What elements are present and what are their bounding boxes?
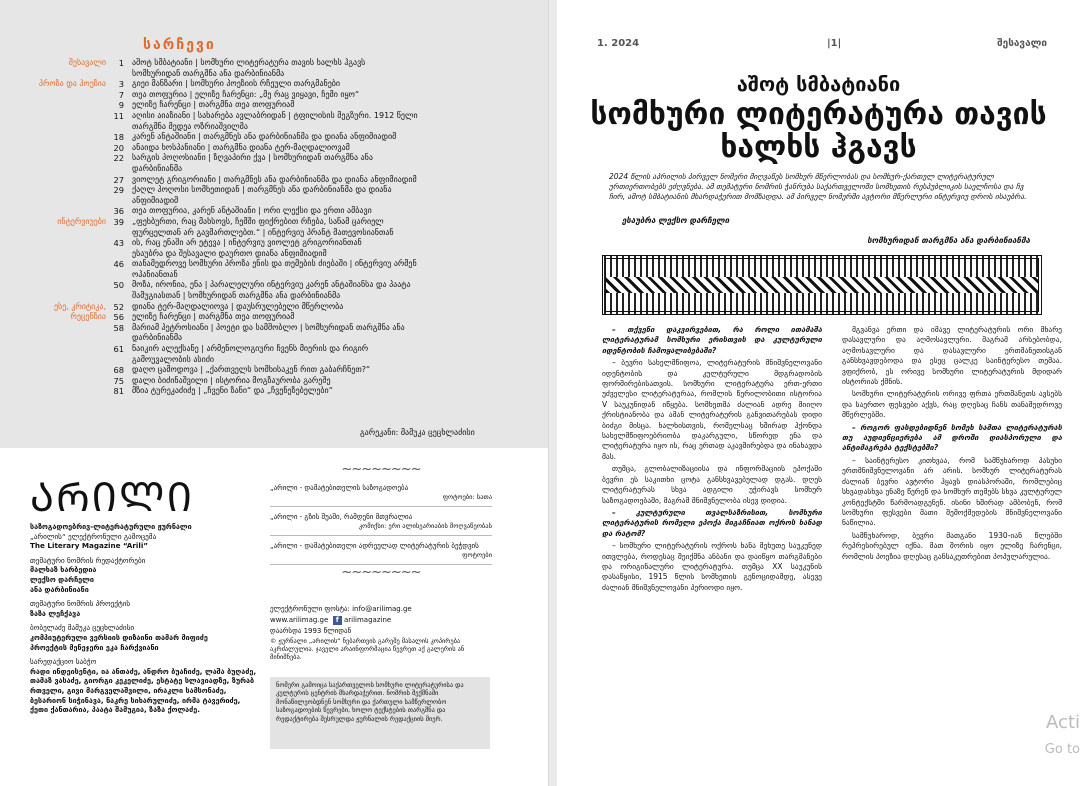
toc-row[interactable] [30, 280, 530, 291]
toc-sec [30, 333, 112, 344]
interviewer: ესაუბრა ლექსო დარჩელი [622, 216, 730, 225]
toc-pg: 9 [118, 100, 124, 111]
toc-txt: ფურცელთან არ გავმართლებთ.“ | ინტერვიუ პრანტ მათევოსიანთან [132, 227, 394, 237]
toc-txt: ქაღლ პოღოსი სომხეთიდან | თარგმნეს ანა დარბინიანმა და დიანა [132, 185, 392, 195]
toc-pg [112, 249, 132, 260]
article-headline: სომხური ლიტერატურა თავის ხალხს ჰგავს [590, 97, 1047, 165]
page-number: |1| [827, 38, 842, 49]
interview-answer: სომხური ლიტერატურის ორივე ფრთა ერთმანეთს ავსებს და საერთო ფესვები აქვს, რაც დღესაც ჩანს თანამედროვე მწერლებში. [842, 389, 1062, 420]
toc-txt: „ფეხბურთი, რაც მახსოვს, ჩემში ფიქრებით რჩება, სანამ ცარიელ [132, 216, 384, 226]
toc-txt: დარბინიანმა [132, 333, 183, 343]
activation-watermark: Acti [1046, 712, 1080, 733]
supplement-note: ფოტოები: სათა [442, 493, 492, 501]
group-label: თემატური ნომრის რედაქტორები [30, 555, 146, 565]
toc-txt: ესაუბრა და შესავალი დაურთო დიანა ანფიმიადიმ [132, 248, 327, 258]
toc-txt: დარბინიანმა [132, 163, 183, 173]
toc-sec [30, 365, 112, 376]
toc-sec: რეცენზია [70, 312, 106, 322]
toc-txt: შამუგიასთან | სომხურიდან თარგმნა ანა დარბინიანმა [132, 291, 341, 301]
group-label: სარედაქციო საბჭო [30, 657, 97, 667]
supplement-title: „არილი - დამატებითელი ადრეულად ლიტერატურის ბეჭდვის [270, 542, 479, 550]
interview-answer: მგვანვა ერთი და იმავე ლიტერატურის ორი მხარე დასავლური და აღმოსავლური. მაგრამ არსებობდა, აღმოსავლური და დასავლური ერთმანეთისგან განსხვავდებოდა და ესეც ცალკე საინტერესო თემაა. ვფიქრობ, ეს ორივე სომხური ლიტერატურის მდიდარ ისტორიას ქმნის. [842, 325, 1062, 387]
toc-txt: ელიზე ჩარენცი | თარგმნა თეა თოფურიამ [132, 100, 295, 110]
toc-pg: 52 [113, 301, 124, 312]
toc-row[interactable] [30, 164, 530, 175]
toc-sec: შესავალი [68, 58, 106, 67]
toc-txt: თეა თოფურია, კარენ ანტაშიანი | ორი ლექსი და ერთი ამბავი [132, 206, 372, 216]
toc-sec [30, 291, 112, 302]
toc-txt: ვიოლეტ გრიგორიანი | თარგმნეს ანა დარბინიანმა და დიანა ანფიმიადიმ [132, 174, 417, 184]
interview-answer: თუმცა, გლობალიზაციისა და ინფორმაციის ეპოქაში ბევრი ეს საკითხი ცოტა განსხვავებულად დგას. დღეს ლიტერატურას სხვა ადგილი უჭირავს სომხურ საზოგადოებაში, მაგრამ მნიშვნელობა ისევ დიდია. [602, 464, 822, 505]
interview-answer: – ბევრი სახელმწიფოა, ლიტერატურის მნიშვნელოვანი იდენტობის და კულტურული მდგრადობის ფორმირებისათვის. სომხური ლიტერატურა ერთ-ერთი უძველესი ლიტერატურაა, რომლის წერილობითი ისტორია V საუკუნიდან იწყება. სომხეთმა ძალიან ადრე მიიღო ქრისტიანობა და ამან ლიტერატურის განვითარებას დიდი ბიძგი მისცა. ხალხისთვის, რომელსაც ხშირად ჰქონდა სახელმწიფოებრიობა დაკარგული, სწორედ ენა და ლიტერატურა იყო ის, რაც ერთად აკავშირებდა და ინახავდა მას. [602, 358, 822, 461]
toc-pg: 20 [113, 142, 124, 153]
toc-sec: ესე, კრიტიკა, [53, 301, 106, 311]
toc-sec [30, 376, 112, 387]
founded: დაარსდა 1993 წლიდან [270, 627, 352, 635]
interview-question: – კულტურული თვალსაზრისით, სომხური ლიტერატურის რომელი ეპოქა მიგაჩნიათ ოქროს ხანად და რატომ? [602, 507, 822, 538]
masthead-group [30, 657, 260, 715]
toc-row[interactable] [30, 270, 530, 281]
toc-row[interactable] [30, 344, 530, 355]
ornament-banner [602, 255, 1042, 315]
supplement-title: „არილი - დამატებითელის საზოგადოება [270, 484, 409, 492]
toc-row[interactable] [30, 302, 530, 313]
arili-logo: ᲐᲠᲘᲚᲘ [30, 475, 195, 521]
toc-sec [30, 228, 112, 239]
article-column-1 [602, 325, 822, 595]
toc-pg [112, 69, 132, 80]
wave-ornament: ~~~~~~~~ [341, 462, 421, 477]
supplements [270, 462, 492, 581]
toc-pg: 75 [113, 375, 124, 386]
toc-txt: მზია ტურეკაძიძე | „ჩვენი ზანი“ და „ჩვენეზებელები“ [132, 386, 333, 396]
toc-txt: ანაიდა ხოსპანიანი | თარგმნა დიანა ტერ-მაღდალიოვამ [132, 142, 350, 152]
toc-sec [30, 386, 112, 397]
toc-txt: თანამედროვე სომხური პროზა ენის და თემების ძიებაში | ინტერვიუ არმენ [132, 259, 417, 269]
toc-list [30, 58, 530, 397]
toc-row[interactable] [30, 386, 530, 397]
section-name: შესავალი [997, 38, 1047, 49]
toc-sec [30, 153, 112, 164]
toc-sec: პროზა და პოეზია [38, 79, 106, 89]
toc-pg [112, 196, 132, 207]
masthead-group [30, 556, 260, 594]
toc-row[interactable] [30, 238, 530, 249]
toc-row[interactable] [30, 228, 530, 239]
toc-row[interactable] [30, 355, 530, 366]
interview-question: – თქვენი დაკვირვებით, რა როლი ითამაშა ლიტერატურამ სომხური ერისთვის და კულტურული იდენტობის ჩამოყალიბებაში? [602, 325, 822, 355]
toc-row[interactable] [30, 196, 530, 207]
toc-txt: ნაიკირ ალექსანე | არმენოლოგიური ჩვენს მიერის და რიგირ [132, 344, 369, 354]
toc-sec [30, 111, 112, 122]
toc-pg: 7 [118, 89, 124, 100]
toc-pg [112, 122, 132, 133]
masthead-groups [30, 556, 260, 715]
supplement-title: „არილი - გზის შუაში, რამდენი მთვრალია [270, 513, 413, 521]
right-page [557, 0, 1080, 786]
article-author: აშოტ სმბატიანი [736, 72, 901, 96]
toc-pg [112, 355, 132, 366]
toc-pg: 61 [113, 344, 124, 355]
toc-sec [30, 164, 112, 175]
toc-row[interactable] [30, 365, 530, 376]
masthead-english: The Literary Magazine “Arili” [30, 541, 149, 551]
toc-sec [30, 238, 112, 249]
group-names: მალხაზ ხარბედია ლექსო დარჩელი ანა დარბინიანი [30, 565, 97, 594]
toc-pg: 46 [113, 259, 124, 270]
cover-credit: გარეკანი: მამუკა ცეცხლაძისი [360, 428, 475, 437]
toc-txt: დაღო ცამოდოვა | „ქართველს სომხისაკენ რით გაბარჩნეთ?“ [132, 365, 371, 375]
toc-row[interactable] [30, 206, 530, 217]
toc-pg [112, 228, 132, 239]
toc-pg: 18 [113, 132, 124, 143]
facebook-handle[interactable]: arilimagazine [343, 616, 392, 624]
toc-sec [30, 323, 112, 334]
toc-pg: 3 [118, 79, 124, 90]
toc-sec [30, 259, 112, 270]
toc-txt: თეა თოფურია | ელიზე ჩარენცი: „მე რაც ვიყავი, ჩემი იყო“ [132, 89, 360, 99]
email-line[interactable]: ელექტრონული ფოსტა: info@arilimag.ge [270, 605, 412, 613]
contact-info [270, 604, 492, 661]
article-column-2 [842, 325, 1062, 595]
translator: სომხურიდან თარგმნა ანა დარბინიანმა [867, 236, 1030, 245]
supplement-item [270, 507, 492, 536]
toc-row[interactable] [30, 259, 530, 270]
group-names: ზაზა ლეჩქავა [30, 608, 81, 618]
group-label: თემატური ნომრის პროექტის [30, 599, 131, 609]
toc-row[interactable] [30, 291, 530, 302]
toc-row[interactable] [30, 376, 530, 387]
toc-pg: 29 [113, 185, 124, 196]
table-of-contents [0, 0, 549, 448]
toc-txt: სარგის პოღოსიანი | ზღვაპირი ქვა | სომხურიდან თარგმნა ანა [132, 153, 373, 163]
masthead-subtitle: საზოგადოებრივ-ლიტერატურული ჟურნალი [30, 522, 192, 531]
supplement-item [270, 478, 492, 507]
toc-sec [30, 196, 112, 207]
toc-sec [30, 143, 112, 154]
toc-row[interactable] [30, 100, 530, 111]
toc-txt: ის, რაც ენაში არ ეტევა | ინტერვიუ ვიოლეტ გრიგორიანთან [132, 238, 362, 248]
toc-txt: დიანა ტერ-მაღდალიოვა | დაუსრულებელი მწერლობა [132, 301, 344, 311]
issue-date: 1. 2024 [597, 38, 640, 49]
toc-pg: 56 [113, 312, 124, 323]
toc-txt: გიეი მანზარი | სომხური პოეზიის რჩეული თარგმანები [132, 79, 341, 89]
toc-txt: კარენ ანტაშიანი | თარგმნეს ანა დარბინიანმა და დიანა ანფიმიადიმ [132, 132, 397, 142]
toc-sec [30, 344, 112, 355]
wave-ornament: ~~~~~~~~ [341, 565, 421, 580]
toc-row[interactable] [30, 333, 530, 344]
toc-pg: 68 [113, 365, 124, 376]
masthead-group [30, 623, 260, 652]
toc-row[interactable] [30, 323, 530, 334]
toc-pg: 81 [113, 386, 124, 397]
interview-answer: – სომხური ლიტერატურის ოქროს ხანა მეხუთე საუკუნედ ითვლება, როდესაც შეიქმნა ანბანი და დაიწყო თარგმანები და ორიგინალური ლიტერატურა. თუმცა XX საუკუნის დასაწყისი, 1915 წლის სომხეთის გენოციდამდე, ასევე ძალიან მნიშვნელოვანი პერიოდი იყო. [602, 541, 822, 592]
toc-txt: დალი ბიძინაშვილი | ისტორია მოგზაურობა გარეშე [132, 375, 331, 385]
group-names: რადი ინდეისენტი, ია ანთაძე, ანდრო ბუაჩიძე, ლაშა ბუღაძე, თამაზ ვასაძე, გიორგი კეკელიძე, ესტატე სლავიადზე, ზურაბ რთველი, გივი მარგველაშვილი, ირაკლი სამსონაძე, ბესარიონ სიჭინავა, ნაკრე სიხარულიძე, ირმა ტავერიძე, ქეთი ქანთარია, პაატა შამუგია, ზაზა ქოლაძე. [30, 666, 257, 715]
toc-txt: გამოუვალობის ასიძი [132, 354, 215, 364]
toc-pg [112, 164, 132, 175]
toc-pg: 50 [113, 280, 124, 291]
toc-row[interactable] [30, 185, 530, 196]
toc-row[interactable] [30, 122, 530, 133]
toc-pg: 39 [113, 216, 124, 227]
toc-txt: მარიამ პეტროსიანი | პოეტი და სამშობლო | სომხურიდან თარგმნა ანა [132, 322, 405, 332]
toc-title: სარჩევი [143, 37, 216, 53]
supplement-note: ფოტოები [462, 551, 492, 559]
website-link[interactable]: www.arilimag.ge [270, 616, 329, 624]
toc-pg [112, 291, 132, 302]
facebook-icon[interactable]: f [333, 616, 342, 625]
toc-txt: აშოტ სმბატიანი | სომხური ლიტერატურა თავის ხალხს ჰგავს [132, 58, 366, 67]
toc-sec [30, 206, 112, 217]
toc-pg: 43 [113, 238, 124, 249]
toc-sec [30, 132, 112, 143]
masthead [30, 522, 260, 715]
interview-answer: – საინტერესო კითხვაა, რომ სამწუხაროდ პასუხი ერთმნიშვნელოვანი არ არის. სომხურ ლიტერატურას ძალიან ბევრი ავტორი ჰყავს დიასპორაში, რომლებიც სხვადასხვა ენაზე წერენ და სომხურ თემებს სხვა კულტურულ კონტექსტში წარმოადგენენ. ისინი ხშირად ამბობენ, რომ სომხური ფესვები მათი შემოქმედების მნიშვნელოვანი ნაწილია. [842, 455, 1062, 528]
interview-answer: სამწუხაროდ, ბევრი მათგანი 1930-იან წლებში რეპრესირებულ იქნა. მათ შორის იყო ელიზე ჩარენცი, რომლის პოეზია დღესაც განსაკუთრებით პოპულარულია. [842, 530, 1062, 561]
page-gutter [549, 0, 557, 786]
toc-sec [30, 185, 112, 196]
toc-pg: 11 [113, 110, 124, 121]
toc-row[interactable] [30, 217, 530, 228]
toc-row[interactable] [30, 69, 530, 80]
toc-txt: თარგმნა მედეა ოზრიაშვილმა [132, 121, 248, 131]
toc-row[interactable] [30, 312, 530, 323]
toc-pg: 36 [113, 206, 124, 217]
toc-pg [112, 270, 132, 281]
toc-pg: 1 [118, 58, 124, 68]
toc-txt: სომხურიდან თარგმნა ანა დარბინიანმა [132, 68, 285, 78]
toc-row[interactable] [30, 79, 530, 90]
toc-sec [30, 122, 112, 133]
supplement-note: კომიქსი: ერი ალისეარიაბის მოღვაწეობას [358, 522, 492, 530]
toc-pg: 22 [113, 153, 124, 164]
supplement-item [270, 536, 492, 565]
toc-row[interactable] [30, 175, 530, 186]
toc-row[interactable] [30, 249, 530, 260]
toc-sec [30, 280, 112, 291]
toc-row[interactable] [30, 58, 530, 69]
toc-sec [30, 249, 112, 260]
group-names: კომპიუტერული ვერსიის დიზაინი თამარ მიფიძე პროექტის მენეჯერი ეკა ჩარქვიანი [30, 632, 208, 652]
activation-watermark-sub: Go to [1044, 742, 1080, 757]
toc-txt: ოჰანიანთან [132, 269, 178, 279]
article-body [602, 325, 1062, 595]
toc-row[interactable] [30, 132, 530, 143]
toc-sec [30, 355, 112, 366]
toc-row[interactable] [30, 90, 530, 101]
masthead-group [30, 599, 260, 618]
toc-sec [30, 175, 112, 186]
interview-question: – როგორ ფასდებიდნენ სომეხ სამთა ლიტერატურას თუ აუდიენციერება ამ დროში დიასპორული და ანტიმაგრება ტექსტებში? [842, 422, 1062, 453]
support-box: ნომერი გამოიცა საქართველოს სომხური ლიტერატურისა და კულტურის ცენტრის მხარდაჭერით. ნომრის შექმნაში მონაწილეობდნენ სომხური და ქართული სამწერლობო საზოგადოების წევრები, ხოლო ტექსტების თარგმნა და რედაქტირება შესრულდა ჟურნალის რედაქციის მიერ. [270, 677, 490, 749]
toc-sec [30, 270, 112, 281]
running-header [597, 38, 1047, 49]
toc-row[interactable] [30, 153, 530, 164]
toc-txt: მოზა, ირონია, ენა | პარალელური ინტერვიუ კარენ ანტაშიანსა და პაატა [132, 280, 411, 290]
toc-txt: აღისი აიაზიანი | სახარება ავლაბრიდან | ტფილისის მეგზური. 1912 წელი [132, 110, 418, 120]
toc-sec [30, 90, 112, 101]
group-label: ბობელაძე მამუკა ცეცხლაძისი [30, 623, 135, 633]
copyright: © ჟურნალი „არილის“ ნებართვის გარეშე მასალის კოპირება აკრძალულია. ჯაველი არაინფორმაცია წევრეთ აქ გალერის ან მინიშნება. [270, 637, 465, 661]
toc-txt: ელიზე ჩარენცი | თარგმნა თეა თოფურიამ [132, 312, 295, 322]
masthead-subtitle2: „არილის“ ელექტრონული გამოცემა [30, 531, 157, 541]
toc-sec: ინტერვიუები [57, 216, 106, 226]
toc-txt: ანფიმიადიმ [132, 195, 179, 205]
toc-sec [30, 69, 112, 80]
toc-row[interactable] [30, 143, 530, 154]
toc-pg: 58 [113, 322, 124, 333]
article-lead: 2024 წლის აპრილის პირველ ნომერი მიღვაწეს სომხურ მწერლობას და სომხურ-ქართულ ლიტერატურულ ურთიერთობებს ეძღვნება. ამ თემატური ნომრის ჭანრუბა საქართველოში სომხეთის რესპუბლიკის საელჩოსა და ჩვ ჩირ, აშოტ სმბატიანის მხარდაჭერით მომზადდა. ამ პირველ ნომერში ავტორი მწერლური ინტერვიუ დროს ისაუბრა. [609, 172, 1027, 202]
toc-row[interactable] [30, 111, 530, 122]
toc-pg [112, 333, 132, 344]
toc-pg: 27 [113, 174, 124, 185]
toc-sec [30, 100, 112, 111]
